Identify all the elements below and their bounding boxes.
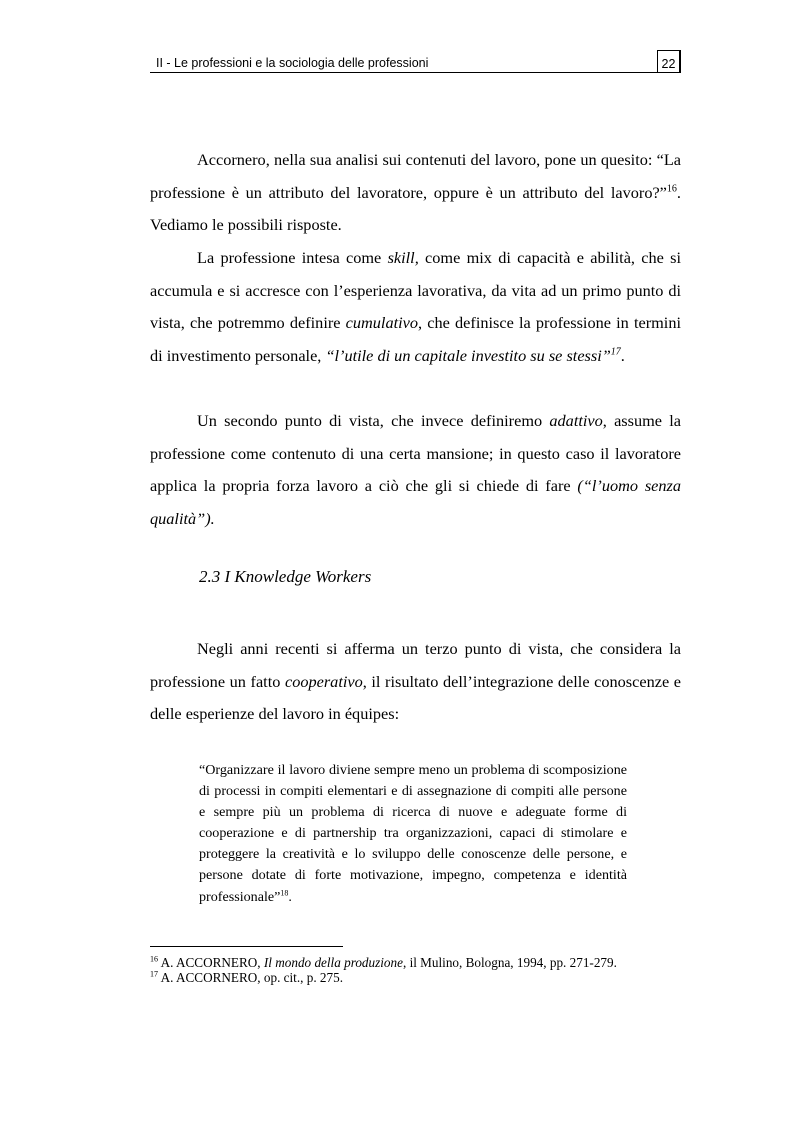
paragraph-1: Accornero, nella sua analisi sui contenuti del lavoro, pone un quesito: “La professione è un attributo del lavoratore, oppure è un attributo del lavoro?”$^{16}$. Vediamo le possibili risposte. (150, 150, 681, 235)
paragraph-3: Un secondo punto di vista, che invece definiremo adattivo, assume la professione come contenuto di una certa mansione; in questo caso il lavoratore applica la propria forza lavoro a ciò che gli si chiede di fare (“l’uomo senza qualità”). (150, 411, 682, 528)
term-cooperativo: cooperativo (284, 671, 363, 691)
footnote-17: $^{17}$ A. ACCORNERO, op. cit., p. 275. (150, 969, 344, 985)
footnote-16: $^{16}$ A. ACCORNERO, Il mondo della produzione, il Mulino, Bologna, 1994, pp. 271-279. (150, 954, 617, 970)
page-header (150, 50, 681, 73)
paragraph-2: La professione intesa come skill, come mix di capacità e abilità, che si accumula e si accresce con l’esperienza lavorativa, da vita ad un primo punto di vista, che potremmo definire cumulativo, che definisce la professione in termini di investimento personale, “l’utile di un capitale investito su se stessi”$^{17}$. (150, 248, 681, 365)
footnote-ref-17: 17 (610, 346, 621, 358)
footnote-ref-16: 16 (666, 183, 677, 195)
paragraph-4: Negli anni recenti si afferma un terzo punto di vista, che considera la professione un fatto cooperativo, il risultato dell’integrazione delle conoscenze e delle esperienze del lavoro in équipes: (150, 639, 681, 724)
page-number: 22 (657, 50, 681, 72)
inline-quote: (“l’uomo senza qualità”). (150, 476, 682, 528)
term-skill: skill, (387, 248, 419, 267)
block-quote: “Organizzare il lavoro diviene sempre meno un problema di scomposizione di processi in compiti elementari e di assegnazione di compiti alle persone e sempre più un problema di ricerca di nuove e adeguate forme di cooperazione e di partnership tra organizzazioni, capaci di stimolare e proteggere la creatività e lo sviluppo delle conoscenze delle persone, e persone dotate di forte motivazione, impegno, competenza e identità professionale”$^{18}$. (199, 762, 627, 905)
term-adattivo: adattivo (549, 411, 603, 430)
footnote-divider (150, 946, 343, 947)
footnote-ref-18: 18 (280, 887, 289, 897)
inline-quote: “l’utile di un capitale investito su se stessi” (325, 345, 611, 365)
book-title: Il mondo della produzione (263, 955, 403, 970)
footnote-number: 16 (150, 954, 158, 964)
chapter-title: II - Le professioni e la sociologia delle professioni (156, 56, 429, 70)
section-heading: 2.3 I Knowledge Workers (199, 567, 372, 586)
footnote-number: 17 (150, 969, 158, 979)
term-cumulativo: cumulativo (345, 313, 419, 333)
